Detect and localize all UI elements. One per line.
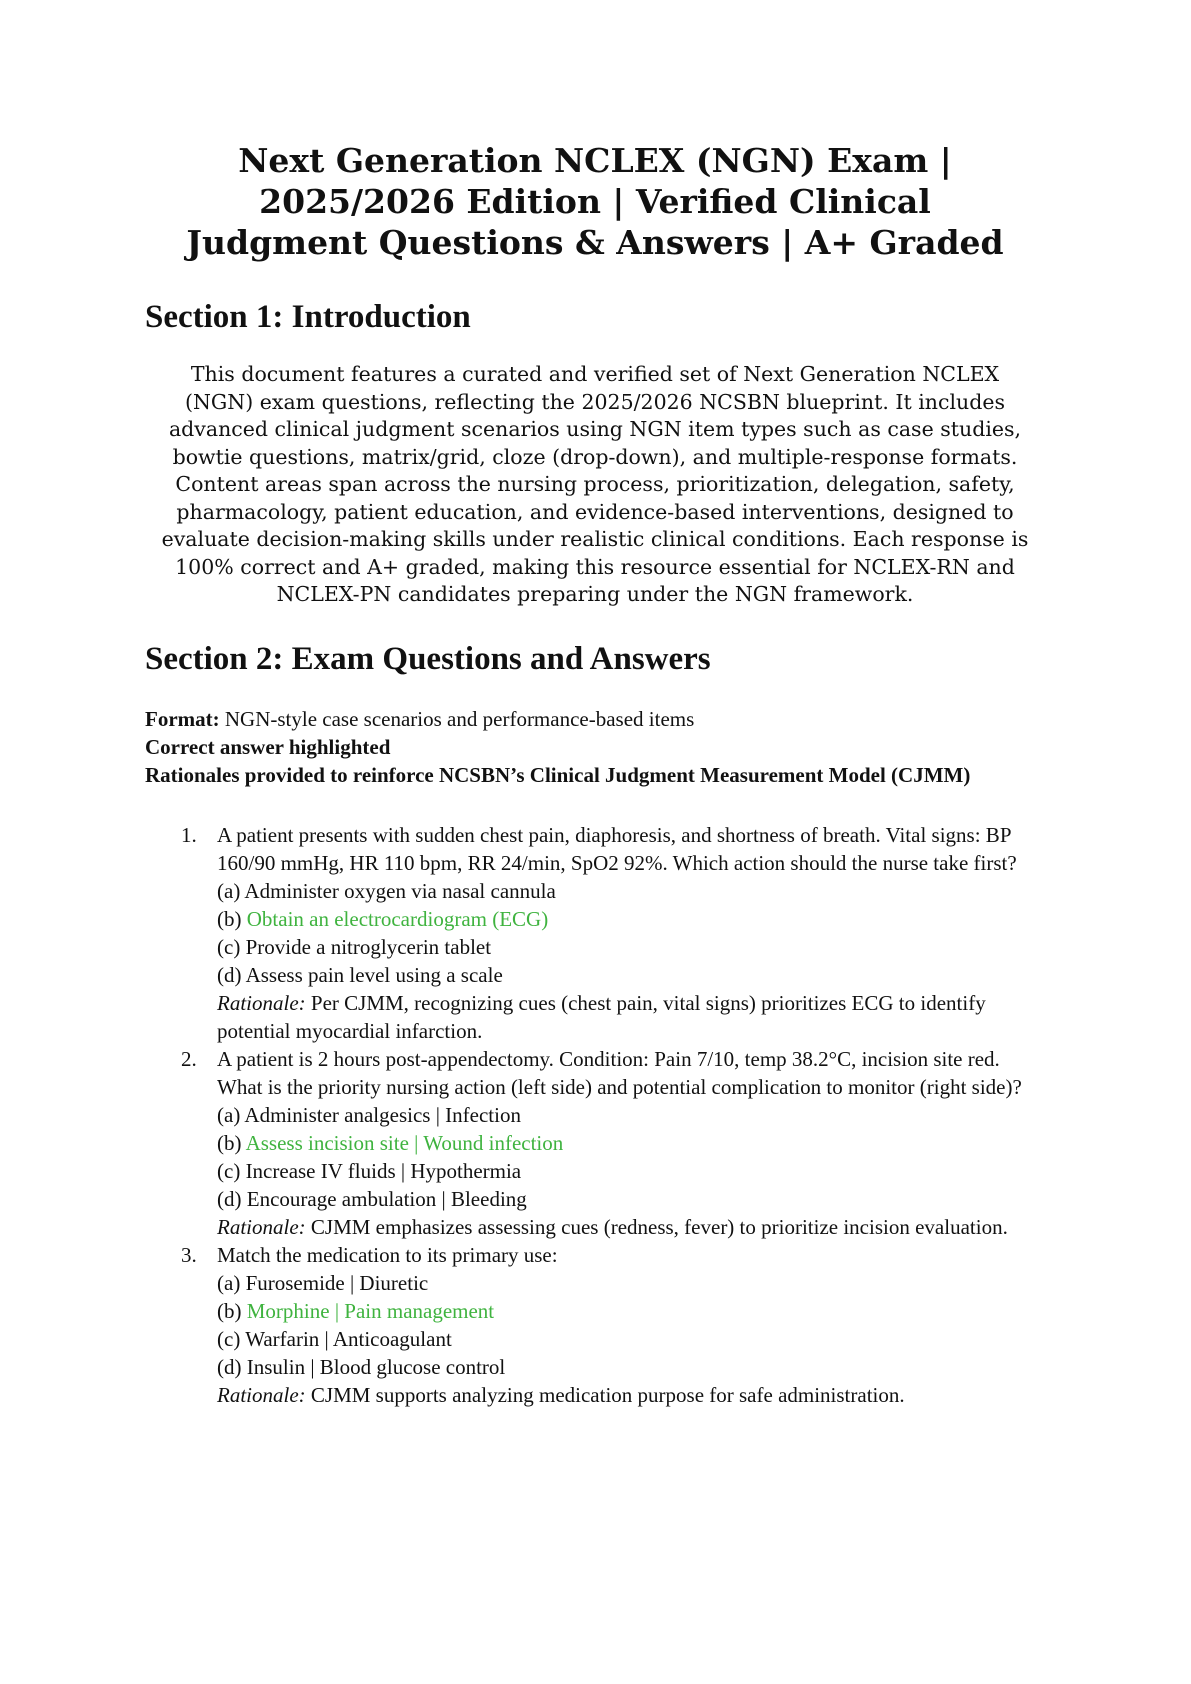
format-label: Format:: [145, 706, 220, 731]
question-stem: A patient presents with sudden chest pain, diaphoresis, and shortness of breath. Vital signs: BP 160/90 mmHg, HR 110 bpm, RR 24/min, SpO2 92%. Which action should the nurse take first?: [217, 822, 1017, 875]
section-1-heading: Section 1: Introduction: [145, 299, 471, 335]
question-list: [145, 821, 1045, 1409]
option-letter: (b): [217, 1130, 246, 1155]
option-letter: (a): [217, 1102, 245, 1127]
rationale-text: CJMM supports analyzing medication purpose for safe administration.: [305, 1382, 905, 1407]
option-text: Assess incision site | Wound infection: [245, 1130, 564, 1155]
rationale: [217, 989, 1045, 1045]
option-text: Assess pain level using a scale: [245, 962, 503, 987]
rationale-note: Rationales provided to reinforce NCSBN’s Clinical Judgment Measurement Model (CJMM): [145, 762, 971, 787]
option-letter: (c): [217, 1158, 246, 1183]
option-text: Insulin | Blood glucose control: [246, 1354, 506, 1379]
question-stem: Match the medication to its primary use:: [217, 1242, 558, 1267]
correct-answer-note: Correct answer highlighted: [145, 734, 391, 759]
answer-option-d: [217, 1185, 1045, 1213]
rationale-text: CJMM emphasizes assessing cues (redness, fever) to prioritize incision evaluation.: [305, 1214, 1008, 1239]
option-text: Warfarin | Anticoagulant: [245, 1326, 452, 1351]
rationale-label: Rationale:: [217, 1214, 306, 1239]
rationale-label: Rationale:: [217, 990, 306, 1015]
answer-option-d: [217, 1353, 1045, 1381]
option-text: Morphine | Pain management: [246, 1298, 495, 1323]
answer-option-a: [217, 1269, 1045, 1297]
section-2-heading: Section 2: Exam Questions and Answers: [145, 640, 711, 677]
format-value: NGN-style case scenarios and performance-based items: [219, 706, 695, 731]
answer-option-c: [217, 1325, 1045, 1353]
rationale-label: Rationale:: [217, 1382, 306, 1407]
option-letter: (c): [217, 1326, 246, 1351]
option-letter: (c): [217, 934, 246, 959]
rationale: [217, 1213, 1045, 1241]
answer-options: [217, 1269, 1045, 1381]
question-stem: A patient is 2 hours post-appendectomy. Condition: Pain 7/10, temp 38.2°C, incision site red. What is the priority nursing action (left side) and potential complication to monitor (right side)?: [217, 1046, 1022, 1099]
option-text: Administer analgesics | Infection: [244, 1102, 521, 1127]
question-item: [181, 1045, 1045, 1241]
question-number: 3.: [181, 1242, 197, 1267]
option-text: Provide a nitroglycerin tablet: [245, 934, 492, 959]
document-title: Next Generation NCLEX (NGN) Exam | 2025/2026 Edition | Verified Clinical Judgment Questions & Answers | A+ Graded: [186, 141, 1004, 262]
answer-options: [217, 1101, 1045, 1213]
option-text: Encourage ambulation | Bleeding: [246, 1186, 527, 1211]
option-letter: (b): [217, 1298, 247, 1323]
option-letter: (a): [217, 878, 245, 903]
option-text: Obtain an electrocardiogram (ECG): [246, 906, 549, 931]
option-text: Administer oxygen via nasal cannula: [244, 878, 556, 903]
question-item: [181, 821, 1045, 1045]
answer-option-a: [217, 877, 1045, 905]
document-page: [145, 140, 1045, 1409]
introduction-paragraph: This document features a curated and verified set of Next Generation NCLEX (NGN) exam questions, reflecting the 2025/2026 NCSBN blueprint. It includes advanced clinical judgment scenarios using NGN item types such as case studies, bowtie questions, matrix/grid, cloze (drop-down), and multiple-response formats. Content areas span across the nursing process, prioritization, delegation, safety, pharmacology, patient education, and evidence-based interventions, designed to evaluate decision-making skills under realistic clinical conditions. Each response is 100% correct and A+ graded, making this resource essential for NCLEX-RN and NCLEX-PN candidates preparing under the NGN framework.: [161, 362, 1029, 606]
format-line: [145, 705, 1045, 733]
answer-option-b-correct: [217, 1129, 1045, 1157]
answer-option-d: [217, 961, 1045, 989]
answer-option-b-correct: [217, 1297, 1045, 1325]
option-text: Furosemide | Diuretic: [245, 1270, 429, 1295]
format-notes: [145, 705, 1045, 789]
option-letter: (d): [217, 1354, 247, 1379]
answer-option-c: [217, 933, 1045, 961]
option-text: Increase IV fluids | Hypothermia: [245, 1158, 522, 1183]
answer-option-a: [217, 1101, 1045, 1129]
option-letter: (d): [217, 962, 246, 987]
option-letter: (d): [217, 1186, 247, 1211]
answer-option-b-correct: [217, 905, 1045, 933]
question-number: 2.: [181, 1046, 197, 1071]
rationale-text: Per CJMM, recognizing cues (chest pain, vital signs) prioritizes ECG to identify potential myocardial infarction.: [217, 990, 986, 1043]
option-letter: (a): [217, 1270, 246, 1295]
question-item: [181, 1241, 1045, 1409]
question-number: 1.: [181, 822, 197, 847]
answer-option-c: [217, 1157, 1045, 1185]
rationale: [217, 1381, 1045, 1409]
option-letter: (b): [217, 906, 247, 931]
answer-options: [217, 877, 1045, 989]
